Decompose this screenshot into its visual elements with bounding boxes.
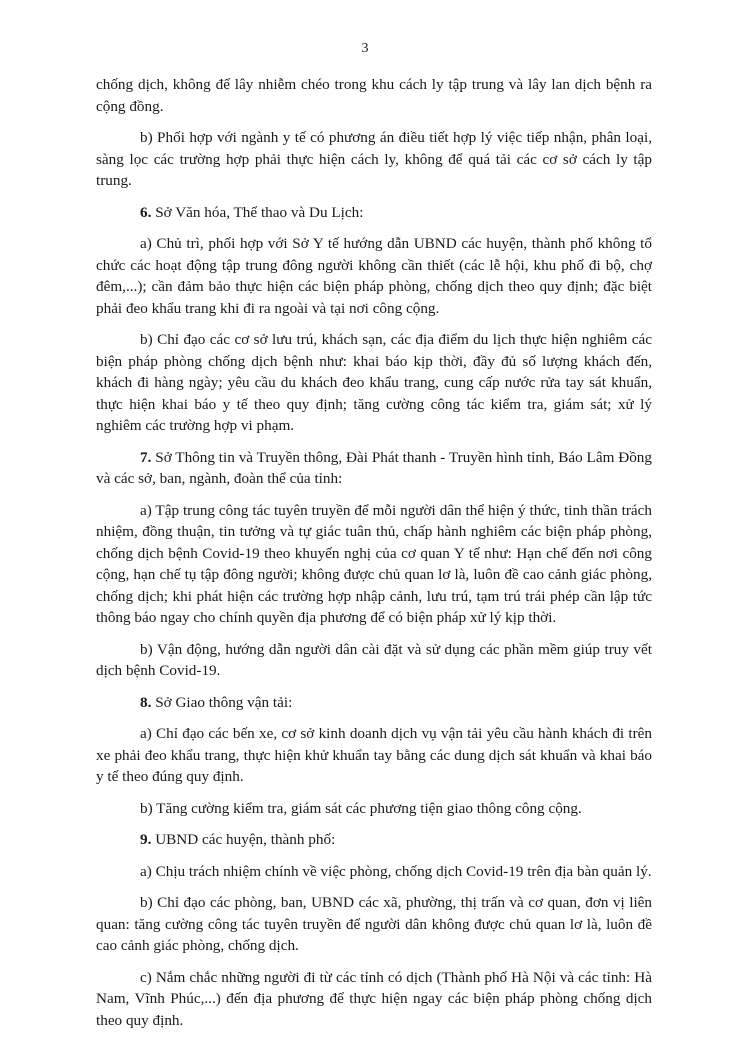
paragraph-continuation: chống dịch, không để lây nhiễm chéo trong khu cách ly tập trung và lây lan dịch bệnh ra cộng đồng. (96, 76, 652, 115)
section-number: 8. (140, 693, 152, 711)
paragraph-7a: a) Tập trung công tác tuyên truyền để mỗi người dân thể hiện ý thức, tinh thần trách nhiệm, đồng thuận, tin tưởng và tự giác tuân thủ, chấp hành nghiêm các biện pháp phòng, chống dịch bệnh Covid-19 theo khuyến nghị của cơ quan Y tế như: Hạn chế đến nơi công cộng, hạn chế tụ tập đông người; không được chủ quan lơ là, luôn đề cao cảnh giác phòng, chống dịch; khi phát hiện các trường hợp nhập cảnh, lưu trú, tạm trú trái phép cần lập tức thông báo ngay cho chính quyền địa phương để có biện pháp xử lý kịp thời. (96, 501, 652, 626)
section-title: Sở Giao thông vận tải: (151, 693, 293, 711)
section-number: 9. (140, 831, 152, 848)
paragraph-6a: a) Chủ trì, phối hợp với Sở Y tế hướng dẫn UBND các huyện, thành phố không tổ chức các hoạt động tập trung đông người không cần thiết (các lễ hội, khu phố đi bộ, chợ đêm,...); cần đảm bảo thực hiện các biện pháp phòng, chống dịch theo quy định; đặc biệt phải đeo khẩu trang khi đi ra ngoài và tại nơi công cộng. (96, 235, 652, 317)
paragraph-8a: a) Chỉ đạo các bến xe, cơ sở kinh doanh dịch vụ vận tải yêu cầu hành khách đi trên xe phải đeo khẩu trang, thực hiện khử khuẩn tay bằng các dung dịch sát khuẩn và khai báo y tế theo đúng quy định. (96, 725, 652, 785)
section-number: 7. (140, 448, 152, 466)
section-title: Sở Văn hóa, Thể thao và Du Lịch: (151, 203, 364, 221)
paragraph-5b: b) Phối hợp với ngành y tế có phương án điều tiết hợp lý việc tiếp nhận, phân loại, sàng lọc các trường hợp phải thực hiện cách ly, không để quá tải các cơ sở cách ly tập trung. (96, 129, 652, 189)
paragraph-9b: b) Chỉ đạo các phòng, ban, UBND các xã, phường, thị trấn và cơ quan, đơn vị liên quan: tăng cường công tác tuyên truyền để người dân không được chủ quan lơ là, luôn đề cao cảnh giác phòng, chống dịch. (96, 894, 652, 954)
paragraph-9c: c) Nắm chắc những người đi từ các tỉnh có dịch (Thành phố Hà Nội và các tỉnh: Hà Nam, Vĩnh Phúc,...) đến địa phương để thực hiện ngay các biện pháp phòng chống dịch theo quy định. (96, 968, 652, 1029)
section-heading-6 (96, 202, 652, 224)
section-heading-8 (96, 692, 652, 714)
page-number: 3 (361, 41, 369, 56)
section-heading-9 (96, 829, 652, 851)
section-title: Sở Thông tin và Truyền thông, Đài Phát thanh - Truyền hình tỉnh, Báo Lâm Đồng và các sở, ban, ngành, đoàn thể của tỉnh: (96, 448, 652, 487)
paragraph-8b: b) Tăng cường kiểm tra, giám sát các phương tiện giao thông công cộng. (140, 799, 582, 817)
paragraph-7b: b) Vận động, hướng dẫn người dân cài đặt và sử dụng các phần mềm giúp truy vết dịch bệnh Covid-19. (96, 640, 652, 679)
document-body (96, 74, 652, 1041)
section-heading-7 (96, 447, 652, 490)
section-number: 6. (140, 203, 152, 221)
paragraph-6b: b) Chỉ đạo các cơ sở lưu trú, khách sạn, các địa điểm du lịch thực hiện nghiêm các biện pháp phòng chống dịch bệnh như: khai báo kịp thời, đầy đủ số lượng khách đến, khách đi hàng ngày; yêu cầu du khách đeo khẩu trang, cung cấp nước rửa tay sát khuẩn, thực hiện khai báo y tế theo quy định; tăng cường công tác kiểm tra, giám sát; xử lý nghiêm các trường hợp vi phạm. (96, 331, 652, 434)
paragraph-9a: a) Chịu trách nhiệm chính về việc phòng, chống dịch Covid-19 trên địa bàn quản lý. (140, 862, 652, 880)
section-title: UBND các huyện, thành phố: (151, 831, 336, 848)
